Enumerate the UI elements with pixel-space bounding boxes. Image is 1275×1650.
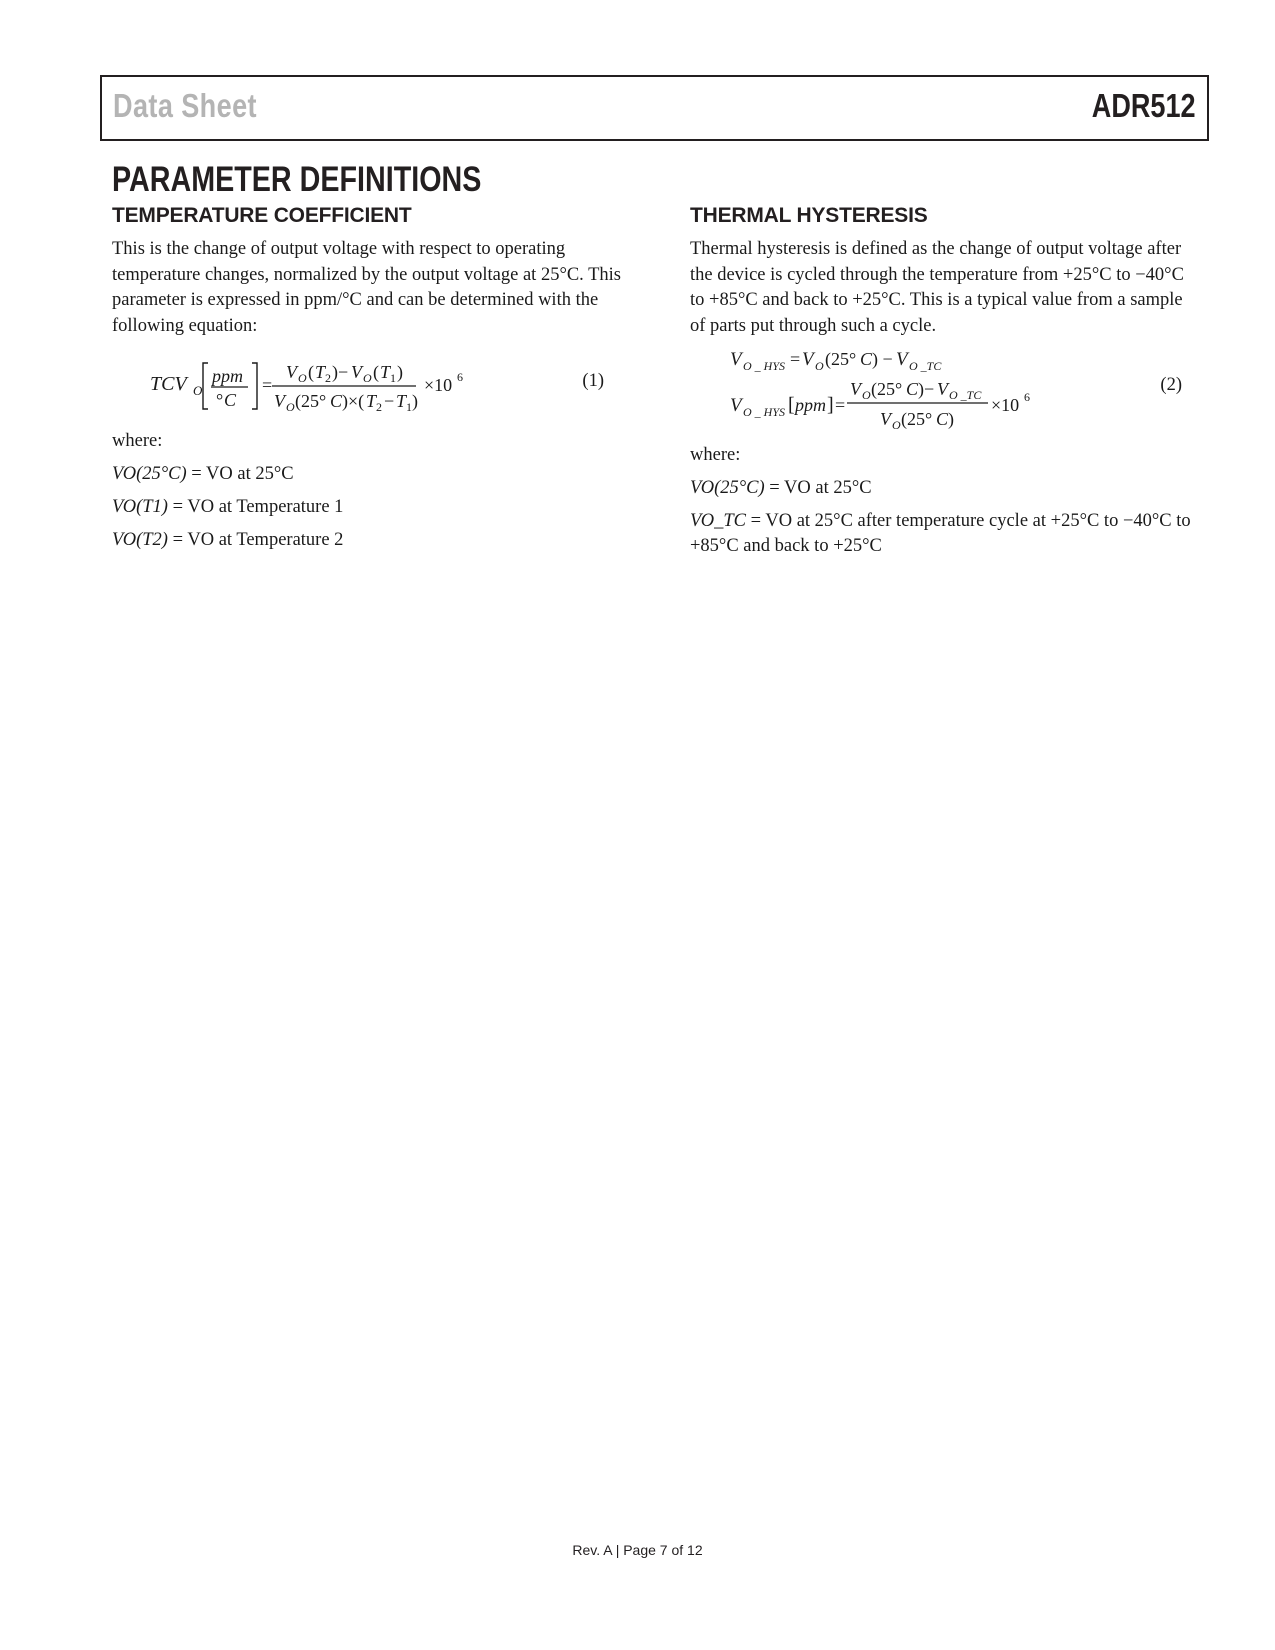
svg-text:O: O (298, 371, 307, 385)
definition-rhs: VO at 25°C (206, 464, 294, 484)
definition-vo-25c: VO(25°C) = VO at 25°C (690, 478, 872, 498)
svg-text:O _TC: O _TC (909, 359, 942, 373)
svg-text:V: V (351, 362, 362, 382)
svg-text:O _ HYS: O _ HYS (743, 405, 786, 419)
svg-text:V: V (730, 395, 742, 416)
svg-text:V: V (850, 379, 861, 399)
header-doc-type: Data Sheet (113, 87, 257, 124)
thermal-hysteresis-heading: THERMAL HYSTERESIS (690, 204, 928, 227)
equation-1-formula (112, 349, 582, 419)
definition-vo-t1: VO(T1) = VO at Temperature 1 (112, 497, 344, 517)
svg-text:): ) (412, 391, 418, 411)
svg-text:O: O (892, 418, 901, 432)
svg-text:V: V (274, 391, 285, 411)
thermal-hysteresis-paragraph: Thermal hysteresis is defined as the change of output voltage after the device is cycled through the temperature from +25°C to −40°C to +85°C and back to +25°C. This is a typical value from a sample of parts put through such a cycle. (690, 239, 1184, 336)
svg-text:°: ° (216, 390, 224, 410)
svg-text:C: C (906, 379, 919, 399)
svg-text:C: C (330, 391, 343, 411)
svg-text:×10: ×10 (991, 395, 1020, 415)
definition-lhs: VO(25°C) (112, 464, 187, 484)
svg-text:V: V (802, 349, 814, 370)
svg-text:T: T (315, 362, 326, 382)
right-column (690, 204, 1200, 559)
svg-text:C: C (224, 390, 237, 410)
svg-text:) −: ) − (872, 349, 893, 369)
svg-text:ppm: ppm (795, 395, 826, 415)
svg-text:6: 6 (457, 370, 463, 384)
header-part-number: ADR512 (1092, 87, 1196, 124)
svg-text:)×(: )×( (342, 391, 365, 411)
where-label: where: (112, 431, 163, 451)
definition-rhs: VO at Temperature 1 (187, 497, 344, 517)
svg-text:(25°: (25° (871, 379, 903, 399)
svg-text:): ) (397, 362, 403, 382)
left-column (112, 204, 622, 553)
svg-text:C: C (936, 409, 949, 429)
definition-lhs: VO(T2) (112, 530, 168, 550)
definitions-list (112, 429, 622, 553)
svg-text:C: C (860, 349, 873, 369)
definition-vo-25c: VO(25°C) = VO at 25°C (112, 464, 294, 484)
definition-rhs: VO at Temperature 2 (187, 530, 344, 550)
temperature-coefficient-paragraph: This is the change of output voltage with respect to operating temperature changes, normalized by the output voltage at 25°C. This parameter is expressed in ppm/°C and can be determined with the following equation: (112, 239, 621, 336)
svg-text:1: 1 (390, 371, 396, 385)
svg-text:)−: )− (918, 379, 935, 399)
svg-text:(25°: (25° (825, 349, 857, 369)
svg-text:1: 1 (406, 400, 412, 414)
svg-text:=: = (835, 395, 846, 415)
definition-lhs: VO(T1) (112, 497, 168, 517)
where-label: where: (690, 445, 741, 465)
svg-text:T: T (396, 391, 407, 411)
svg-text:[: [ (788, 394, 795, 416)
svg-text:T: T (380, 362, 391, 382)
page-header (100, 75, 1209, 141)
definition-vo-tc: VO_TC = VO at 25°C after temperature cycle at +25°C to −40°C to +85°C and back to +25°C (690, 511, 1191, 556)
definition-vo-t2: VO(T2) = VO at Temperature 2 (112, 530, 344, 550)
definition-lhs: VO_TC (690, 511, 746, 531)
svg-text:)−: )− (332, 362, 349, 382)
svg-text:V: V (896, 349, 908, 370)
svg-text:V: V (880, 409, 891, 429)
svg-text:6: 6 (1024, 390, 1030, 404)
svg-text:TCV: TCV (150, 373, 187, 395)
svg-text:(25°: (25° (901, 409, 933, 429)
svg-text:×10: ×10 (424, 375, 453, 395)
svg-text:): ) (948, 409, 954, 429)
svg-text:]: ] (827, 394, 834, 416)
svg-text:V: V (730, 349, 742, 370)
svg-text:O: O (193, 383, 203, 398)
svg-text:2: 2 (376, 400, 382, 414)
equation-1 (112, 349, 622, 419)
svg-text:ppm: ppm (212, 366, 243, 386)
svg-text:T: T (366, 391, 377, 411)
svg-text:=: = (790, 349, 801, 369)
svg-text:O: O (862, 388, 871, 402)
svg-text:O _TC: O _TC (949, 388, 982, 402)
svg-text:=: = (262, 375, 273, 395)
svg-text:(: ( (308, 362, 314, 382)
definitions-list (690, 443, 1200, 559)
svg-text:V: V (286, 362, 297, 382)
svg-text:O _ HYS: O _ HYS (743, 359, 786, 373)
svg-text:O: O (363, 371, 372, 385)
svg-text:−: − (384, 391, 395, 411)
svg-text:V: V (937, 379, 948, 399)
section-title: PARAMETER DEFINITIONS (112, 160, 482, 199)
svg-text:O: O (815, 359, 824, 373)
equation-2-number: (2) (1160, 375, 1182, 395)
definition-rhs: VO at 25°C after temperature cycle at +25°C to −40°C to +85°C and back to +25°C (690, 511, 1191, 556)
svg-text:(25°: (25° (295, 391, 327, 411)
equation-1-number: (1) (582, 371, 604, 391)
definition-lhs: VO(25°C) (690, 478, 765, 498)
svg-text:O: O (286, 400, 295, 414)
equation-2-formula (690, 345, 1160, 433)
page-footer: Rev. A | Page 7 of 12 (572, 1542, 703, 1558)
definition-rhs: VO at 25°C (784, 478, 872, 498)
temperature-coefficient-heading: TEMPERATURE COEFFICIENT (112, 204, 412, 227)
svg-text:(: ( (373, 362, 379, 382)
equation-2 (690, 345, 1200, 433)
svg-text:2: 2 (325, 371, 331, 385)
